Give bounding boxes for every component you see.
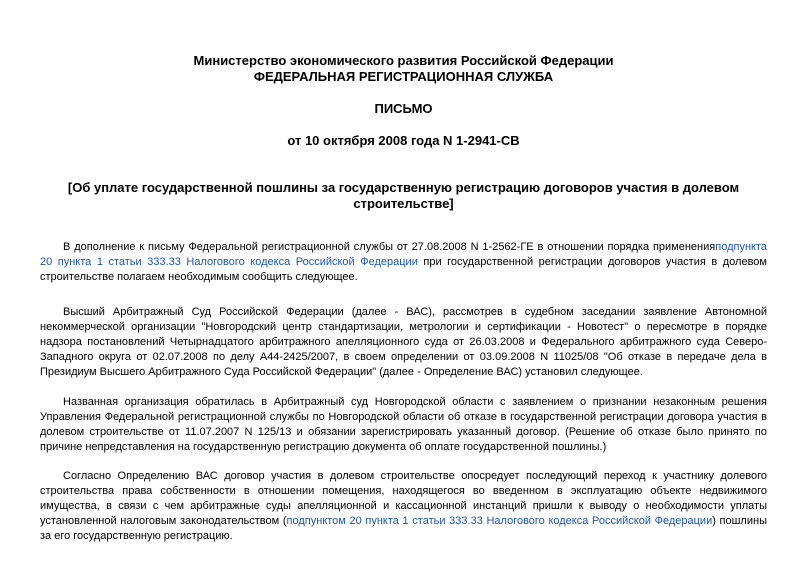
document-date-number: от 10 октября 2008 года N 1-2941-СВ xyxy=(287,133,520,148)
paragraph-1-text-b: при государственной регистрации договоров участия в долевом строительстве полагаем необходимым сообщить следующее. xyxy=(40,256,767,283)
paragraph-1 xyxy=(40,240,767,285)
ministry-title: Министерство экономического развития Российской Федерации xyxy=(193,53,614,68)
paragraph-4-text-b: ) пошлины за его государственную регистрацию. xyxy=(40,515,767,542)
tax-code-link-1[interactable]: подпункта 20 пункта 1 статьи 333.33 Налогового кодекса Российской Федерации xyxy=(40,241,767,268)
document-subject: [Об уплате государственной пошлины за государственную регистрацию договоров участия в долевом строительстве] xyxy=(67,180,740,211)
paragraph-4-text-a: Согласно Определению ВАС договор участия в долевом строительстве опосредует последующий переход к участнику долевого строительства права собственности в отношении помещения, находящегося во введенном в эксплуатацию объекте недвижимого имущества, в связи с чем арбитражные суды апелляционной и кассационной инстанций пришли к выводу о необходимости уплаты установленной налоговым законодательством ( xyxy=(40,470,767,527)
tax-code-link-2[interactable]: подпунктом 20 пункта 1 статьи 333.33 Налогового кодекса Российской Федерации xyxy=(286,515,713,527)
service-title: ФЕДЕРАЛЬНАЯ РЕГИСТРАЦИОННАЯ СЛУЖБА xyxy=(253,69,554,84)
paragraph-4 xyxy=(40,469,767,544)
paragraph-2: Высший Арбитражный Суд Российской Федерации (далее - ВАС), рассмотрев в судебном заседании заявление Автономной некоммерческой организации "Новгородский центр стандартизации, метрологии и сертификации - Новотест" о пересмотре в порядке надзора постановлений Четырнадцатого арбитражного апелляционного суда от 26.03.2008 и Федерального арбитражного суда Северо-Западного округа от 02.07.2008 по делу А44-2425/2007, в своем определении от 03.09.2008 N 11025/08 "Об отказе в передаче дела в Президиум Высшего Арбитражного Суда Российской Федерации" (далее - Определение ВАС) установил следующее. xyxy=(40,306,767,378)
document-type: ПИСЬМО xyxy=(374,101,433,116)
paragraph-3: Названная организация обратилась в Арбитражный суд Новгородской области с заявлением о признании незаконным решения Управления Федеральной регистрационной службы по Новгородской области об отказе в государственной регистрации договора участия в долевом строительстве от 11.07.2007 N 125/13 и обязании зарегистрировать указанный договор. (Решение об отказе было принято по причине непредставления на государственную регистрацию документа об оплате государственной пошлины.) xyxy=(40,396,767,453)
paragraph-1-text-a: В дополнение к письму Федеральной регистрационной службы от 27.08.2008 N 1-2562-ГЕ в отношении порядка применения xyxy=(63,241,716,253)
